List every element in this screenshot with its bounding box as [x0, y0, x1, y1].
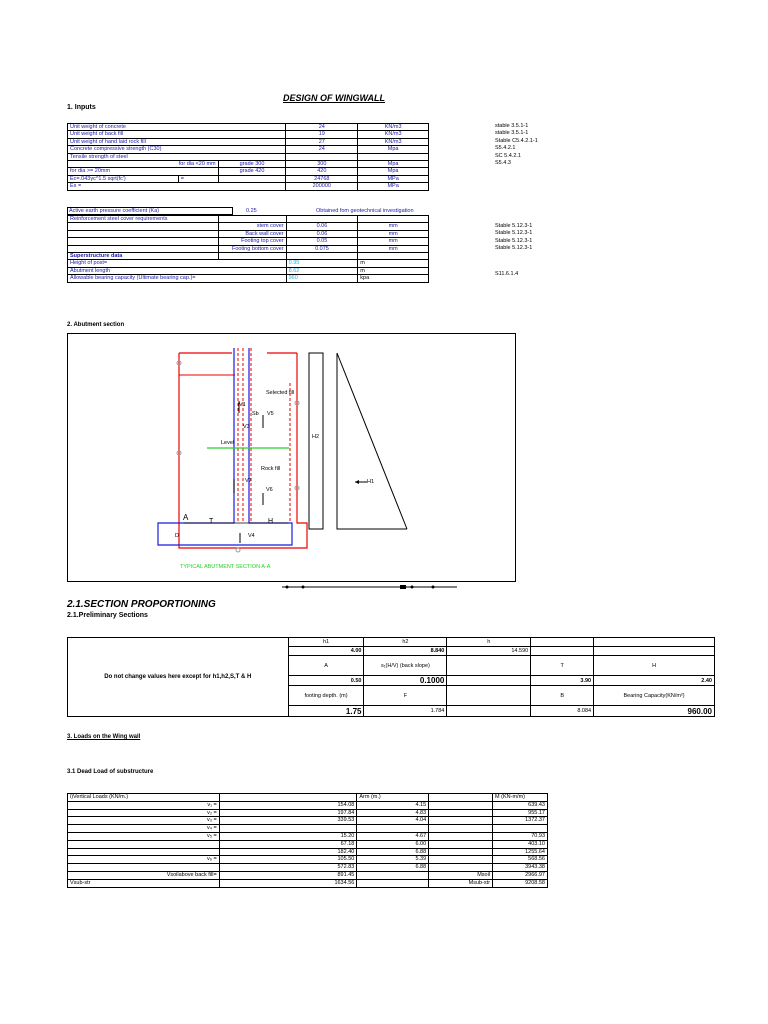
table-row: Height of post= 0.95 m: [68, 260, 429, 267]
cover-references: Stable 5.12.3-1 Stable 5.12.3-1 Stable 5.12.3-1 Stable 5.12.3-1: [495, 223, 533, 252]
cover-table: [67, 215, 429, 283]
table-row: Reinforcement steel cover requirements: [68, 216, 429, 223]
table-row: v₄ =: [68, 825, 548, 833]
table-row: 1.75 1.784 8.084 960.00: [68, 706, 715, 717]
ka-note: Obtained fom geotechnical investigation: [316, 208, 414, 214]
superstructure-reference: S11.6.1.4: [495, 271, 519, 277]
sb-label: Sb: [252, 411, 259, 417]
table-row: Back wall cover 0.06 mm: [68, 230, 429, 237]
v7-label: V7: [245, 478, 252, 484]
preliminary-subheading: 2.1.Preliminary Sections: [67, 612, 148, 619]
table-row: Abutment length 8.62 m: [68, 267, 429, 274]
table-row: Tensile strength of steel: [68, 153, 429, 160]
references-list: stable 3.5.1-1 stable 3.5.1-1 Stable C5.4.2.1-1 S5.4.2.1 SC 5.4.2.1 S5.4.3: [495, 123, 538, 167]
section-proportioning-table: [67, 637, 715, 717]
table-row: Allowable bearing capacity (Ultimate bearing cap.)= 960 kpa: [68, 275, 429, 282]
table-row: Vsub-str 1634.56 Msub-str 9208.58: [68, 879, 548, 887]
table-row: Vsoilabove back fill= 891.45 Msoil 2966.97: [68, 871, 548, 879]
table-row: Do not change values here except for h1,h2,S,T & H h1 h2 h: [68, 638, 715, 647]
proportioning-heading: 2.1.SECTION PROPORTIONING: [67, 599, 216, 610]
table-row: 67.18 6.00 403.10: [68, 840, 548, 848]
d-label: D: [175, 533, 179, 539]
table-row: v₁ = 154.08 4.15 639.43: [68, 801, 548, 809]
table-row: 4.00 8.840 14.590: [68, 647, 715, 656]
material-inputs-table: [67, 123, 429, 191]
v1-label: V1: [239, 402, 246, 408]
table-row: Footing top cover 0.05 mm: [68, 238, 429, 245]
dead-load-table: [67, 793, 548, 888]
table-row: v₂ = 197.84 4.83 955.17: [68, 809, 548, 817]
h2-label: H2: [312, 434, 320, 440]
selected-fill-label: Selected fill: [266, 390, 295, 396]
table-row: 0.50 0.1000 3.90 2.40: [68, 676, 715, 686]
section-heading: 2. Abutment section: [67, 322, 125, 328]
table-row: Superstructure data: [68, 253, 429, 260]
t-label: T: [209, 518, 214, 525]
table-row: 182.40 6.88 1255.64: [68, 848, 548, 856]
v4-label: V4: [248, 533, 255, 539]
v5-label: V5: [267, 411, 274, 417]
dead-load-heading: 3.1 Dead Load of substructure: [67, 769, 154, 775]
table-row: Es = 200000 MPa: [68, 183, 429, 190]
h-label: H: [268, 518, 274, 525]
table-row: v₃ = 339.53 4.04 1372.37: [68, 817, 548, 825]
table-row: v₆ = 105.50 5.39 568.56: [68, 856, 548, 864]
a-label: A: [183, 513, 189, 522]
page-title: DESIGN OF WINGWALL: [283, 93, 385, 103]
table-row: Concrete compressive strength (C30) 24 Mpa: [68, 146, 429, 153]
rock-fill-label: Rock fill: [261, 466, 281, 472]
table-row: v₅ = 15.20 4.67 70.93: [68, 832, 548, 840]
v3-label: V3: [243, 424, 250, 430]
table-row: Ec=.043γc^1.5 sqrt(fc') = 24768 MPa: [68, 175, 429, 182]
inputs-heading: 1. Inputs: [67, 104, 96, 111]
abutment-section-drawing: [67, 333, 516, 593]
table-row: A s₁(H/V) (back slope) T H: [68, 656, 715, 676]
h1-label: H1: [367, 479, 375, 485]
v6-label: V6: [266, 487, 273, 493]
table-row: Unit weight of back fill 19 KN/m3: [68, 131, 429, 138]
table-row: footing depth. (m) F B Bearing Capacity(KN/m²): [68, 686, 715, 706]
table-row: for dia >= 20mm grade 420 420 Mpa: [68, 168, 429, 175]
ka-value: 0.25: [246, 208, 257, 214]
level-label: Level: [221, 440, 235, 446]
table-row: Footing bottom cover 0.075 mm: [68, 245, 429, 252]
ka-label: Active earth pressure coefficient (Ka): [67, 207, 233, 215]
table-row: 572.83 6.88 3943.38: [68, 864, 548, 872]
section-caption: TYPICAL ABUTMENT SECTION A-A: [180, 564, 271, 570]
table-row: stem cover 0.06 mm: [68, 223, 429, 230]
table-row: Unit weight of concrete 24 KN/m3: [68, 124, 429, 131]
loads-heading: 3. Loads on the Wing wall: [67, 734, 141, 740]
table-row: Unit weight of hand laid rock fill 27 KN/m3: [68, 138, 429, 145]
table-row: for dia <20 mm grade 300 300 Mpa: [68, 161, 429, 168]
table-row: i)Vertical Loads (KN/m.) Arm (m.) M (KN-m/m): [68, 794, 548, 802]
